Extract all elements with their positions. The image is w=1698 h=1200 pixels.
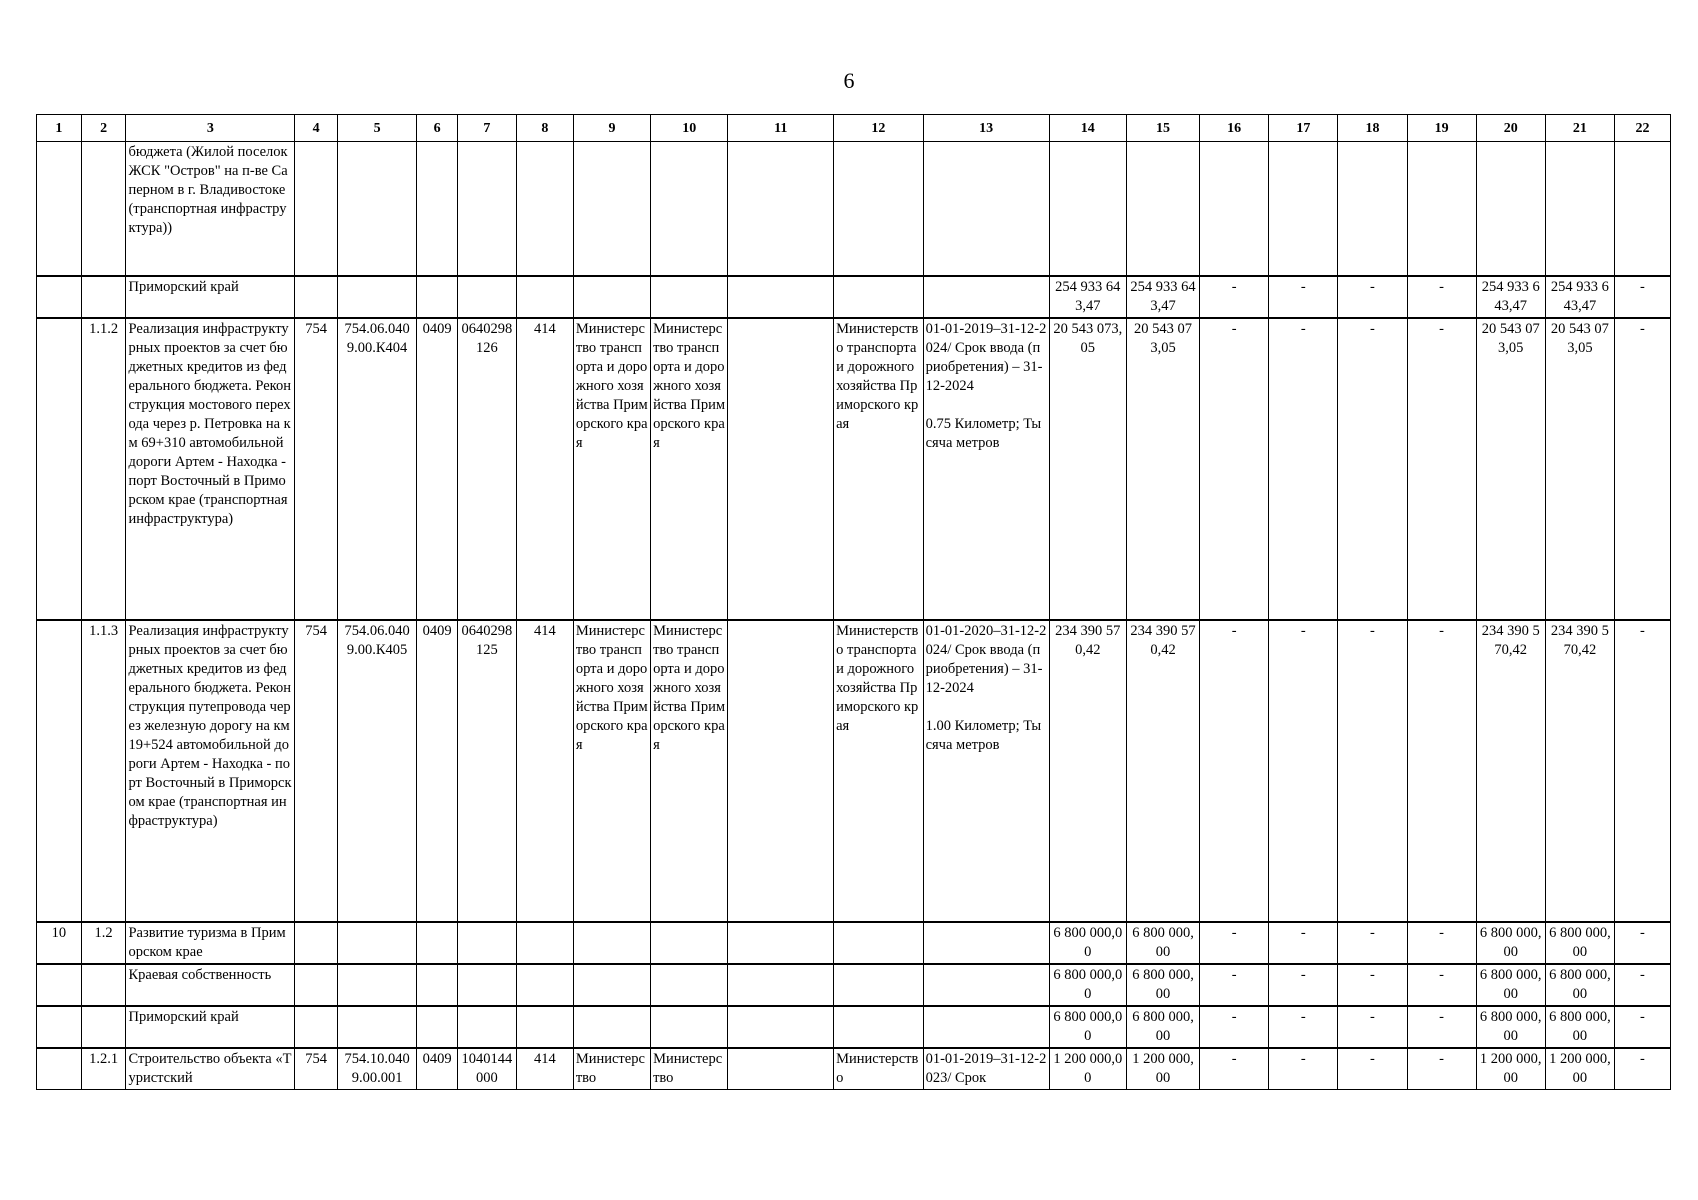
cell-col-10	[651, 964, 728, 1006]
cell-col-8: 414	[516, 1048, 573, 1090]
cell-col-7	[457, 276, 516, 318]
cell-col-9	[573, 1006, 650, 1048]
cell-col-7	[457, 964, 516, 1006]
table-row-r-pk1	[37, 276, 1671, 318]
cell-col-1	[37, 142, 82, 276]
cell-col-6: 0409	[417, 1048, 458, 1090]
cell-col-9: Министерство	[573, 1048, 650, 1090]
cell-col-13	[923, 142, 1049, 276]
cell-col-14: 6 800 000,00	[1049, 964, 1126, 1006]
cell-col-22: -	[1614, 1048, 1670, 1090]
cell-col-8	[516, 276, 573, 318]
cell-col-3: Реализация инфраструктурных проектов за счет бюджетных кредитов из федерального бюджета. Реконструкция путепровода через железную дорогу на км 19+524 автомобильной дороги Артем - Находка - порт Восточный в Приморском крае (транспортная инфраструктура)	[126, 620, 295, 922]
cell-col-5: 754.06.0409.00.К405	[337, 620, 416, 922]
column-header-1: 1	[37, 115, 82, 142]
cell-col-22	[1614, 142, 1670, 276]
cell-col-2	[81, 964, 126, 1006]
cell-col-19: -	[1407, 922, 1476, 964]
column-header-17: 17	[1269, 115, 1338, 142]
cell-col-17: -	[1269, 620, 1338, 922]
cell-col-8: 414	[516, 318, 573, 620]
cell-col-12	[834, 922, 923, 964]
cell-col-22: -	[1614, 1006, 1670, 1048]
cell-col-4	[295, 276, 338, 318]
cell-col-19: -	[1407, 1048, 1476, 1090]
cell-col-3: Строительство объекта «Туристский	[126, 1048, 295, 1090]
table-row-r-cont	[37, 142, 1671, 276]
cell-col-2	[81, 276, 126, 318]
cell-col-10: Министерство транспорта и дорожного хозяйства Приморского края	[651, 318, 728, 620]
column-header-16: 16	[1200, 115, 1269, 142]
cell-col-15	[1126, 142, 1199, 276]
cell-col-21: 6 800 000,00	[1545, 964, 1614, 1006]
cell-col-13	[923, 964, 1049, 1006]
cell-col-15: 234 390 570,42	[1126, 620, 1199, 922]
cell-col-22: -	[1614, 922, 1670, 964]
cell-col-2: 1.1.2	[81, 318, 126, 620]
cell-col-3: Развитие туризма в Приморском крае	[126, 922, 295, 964]
cell-col-8	[516, 922, 573, 964]
cell-col-3: Приморский край	[126, 1006, 295, 1048]
column-header-7: 7	[457, 115, 516, 142]
cell-col-16: -	[1200, 620, 1269, 922]
cell-col-11	[728, 620, 834, 922]
cell-col-12: Министерство	[834, 1048, 923, 1090]
cell-col-12	[834, 964, 923, 1006]
cell-col-1: 10	[37, 922, 82, 964]
cell-col-20: 20 543 073,05	[1476, 318, 1545, 620]
cell-col-8	[516, 142, 573, 276]
cell-col-14: 20 543 073,05	[1049, 318, 1126, 620]
cell-col-16	[1200, 142, 1269, 276]
cell-col-7: 1040144000	[457, 1048, 516, 1090]
cell-col-6: 0409	[417, 620, 458, 922]
column-header-12: 12	[834, 115, 923, 142]
cell-col-7: 0640298126	[457, 318, 516, 620]
cell-col-1	[37, 620, 82, 922]
column-header-4: 4	[295, 115, 338, 142]
page-number: 6	[843, 68, 855, 93]
cell-col-1	[37, 1048, 82, 1090]
cell-col-22: -	[1614, 318, 1670, 620]
cell-col-20: 254 933 643,47	[1476, 276, 1545, 318]
cell-col-4: 754	[295, 318, 338, 620]
cell-col-3: Реализация инфраструктурных проектов за счет бюджетных кредитов из федерального бюджета. Реконструкция мостового перехода через р. Петровка на км 69+310 автомобильной дороги Артем - Находка - порт Восточный в Приморском крае (транспортная инфраструктура)	[126, 318, 295, 620]
cell-col-8: 414	[516, 620, 573, 922]
cell-col-5	[337, 922, 416, 964]
cell-col-2: 1.1.3	[81, 620, 126, 922]
header-row	[37, 115, 1671, 142]
column-header-9: 9	[573, 115, 650, 142]
cell-col-14: 6 800 000,00	[1049, 1006, 1126, 1048]
cell-col-1	[37, 964, 82, 1006]
cell-col-17: -	[1269, 922, 1338, 964]
cell-col-13	[923, 276, 1049, 318]
column-header-19: 19	[1407, 115, 1476, 142]
cell-col-18: -	[1338, 964, 1407, 1006]
table-row-r-12	[37, 922, 1671, 964]
cell-col-14: 6 800 000,00	[1049, 922, 1126, 964]
cell-col-3: Краевая собственность	[126, 964, 295, 1006]
cell-col-21: 254 933 643,47	[1545, 276, 1614, 318]
cell-col-9	[573, 276, 650, 318]
cell-col-17	[1269, 142, 1338, 276]
cell-col-21: 20 543 073,05	[1545, 318, 1614, 620]
cell-col-15: 6 800 000,00	[1126, 922, 1199, 964]
cell-col-19: -	[1407, 964, 1476, 1006]
cell-col-12: Министерство транспорта и дорожного хозяйства Приморского края	[834, 620, 923, 922]
column-header-8: 8	[516, 115, 573, 142]
cell-col-22: -	[1614, 620, 1670, 922]
cell-col-5	[337, 1006, 416, 1048]
cell-col-9	[573, 964, 650, 1006]
cell-col-2	[81, 142, 126, 276]
cell-col-19: -	[1407, 1006, 1476, 1048]
cell-col-11	[728, 922, 834, 964]
cell-col-15: 6 800 000,00	[1126, 964, 1199, 1006]
cell-col-12	[834, 276, 923, 318]
cell-col-13: 01-01-2020–31-12-2024/ Срок ввода (приобретения) – 31-12-2024 1.00 Километр; Тысяча метров	[923, 620, 1049, 922]
cell-col-15: 6 800 000,00	[1126, 1006, 1199, 1048]
cell-col-16: -	[1200, 964, 1269, 1006]
cell-col-13: 01-01-2019–31-12-2024/ Срок ввода (приобретения) – 31-12-2024 0.75 Километр; Тысяча метров	[923, 318, 1049, 620]
cell-col-18: -	[1338, 1048, 1407, 1090]
cell-col-4	[295, 1006, 338, 1048]
cell-col-20: 6 800 000,00	[1476, 964, 1545, 1006]
cell-col-21: 6 800 000,00	[1545, 922, 1614, 964]
column-header-21: 21	[1545, 115, 1614, 142]
cell-col-10	[651, 922, 728, 964]
cell-col-16: -	[1200, 276, 1269, 318]
cell-col-21: 6 800 000,00	[1545, 1006, 1614, 1048]
column-header-15: 15	[1126, 115, 1199, 142]
column-header-20: 20	[1476, 115, 1545, 142]
cell-col-6: 0409	[417, 318, 458, 620]
cell-col-20: 6 800 000,00	[1476, 922, 1545, 964]
cell-col-8	[516, 964, 573, 1006]
cell-col-12	[834, 1006, 923, 1048]
column-header-3: 3	[126, 115, 295, 142]
table-row-r-121	[37, 1048, 1671, 1090]
cell-col-11	[728, 1006, 834, 1048]
cell-col-10	[651, 142, 728, 276]
cell-col-21: 234 390 570,42	[1545, 620, 1614, 922]
cell-col-2: 1.2.1	[81, 1048, 126, 1090]
cell-col-4	[295, 964, 338, 1006]
cell-col-7: 0640298125	[457, 620, 516, 922]
cell-col-7	[457, 1006, 516, 1048]
column-header-22: 22	[1614, 115, 1670, 142]
cell-col-5	[337, 142, 416, 276]
cell-col-21: 1 200 000,00	[1545, 1048, 1614, 1090]
cell-col-15: 20 543 073,05	[1126, 318, 1199, 620]
cell-col-14: 234 390 570,42	[1049, 620, 1126, 922]
cell-col-5	[337, 964, 416, 1006]
cell-col-19	[1407, 142, 1476, 276]
cell-col-1	[37, 318, 82, 620]
table-row-r-pk2	[37, 1006, 1671, 1048]
cell-col-6	[417, 276, 458, 318]
column-header-2: 2	[81, 115, 126, 142]
cell-col-10: Министерство	[651, 1048, 728, 1090]
cell-col-11	[728, 964, 834, 1006]
cell-col-5: 754.10.0409.00.001	[337, 1048, 416, 1090]
cell-col-16: -	[1200, 922, 1269, 964]
cell-col-9: Министерство транспорта и дорожного хозяйства Приморского края	[573, 318, 650, 620]
program-table	[36, 114, 1671, 1090]
cell-col-9: Министерство транспорта и дорожного хозяйства Приморского края	[573, 620, 650, 922]
cell-col-4	[295, 922, 338, 964]
cell-col-15: 254 933 643,47	[1126, 276, 1199, 318]
cell-col-18: -	[1338, 1006, 1407, 1048]
cell-col-10	[651, 1006, 728, 1048]
cell-col-14	[1049, 142, 1126, 276]
cell-col-22: -	[1614, 276, 1670, 318]
column-header-18: 18	[1338, 115, 1407, 142]
cell-col-11	[728, 1048, 834, 1090]
cell-col-19: -	[1407, 276, 1476, 318]
table-row-r-113	[37, 620, 1671, 922]
column-header-10: 10	[651, 115, 728, 142]
cell-col-14: 1 200 000,00	[1049, 1048, 1126, 1090]
cell-col-1	[37, 1006, 82, 1048]
column-header-13: 13	[923, 115, 1049, 142]
cell-col-18: -	[1338, 276, 1407, 318]
cell-col-2	[81, 1006, 126, 1048]
cell-col-11	[728, 276, 834, 318]
cell-col-6	[417, 142, 458, 276]
cell-col-17: -	[1269, 318, 1338, 620]
cell-col-3: бюджета (Жилой поселок ЖСК "Остров" на п-ве Саперном в г. Владивостоке (транспортная инфраструктура))	[126, 142, 295, 276]
column-header-11: 11	[728, 115, 834, 142]
cell-col-10	[651, 276, 728, 318]
column-header-5: 5	[337, 115, 416, 142]
cell-col-6	[417, 1006, 458, 1048]
cell-col-20	[1476, 142, 1545, 276]
column-header-6: 6	[417, 115, 458, 142]
cell-col-11	[728, 142, 834, 276]
cell-col-17: -	[1269, 276, 1338, 318]
cell-col-13	[923, 1006, 1049, 1048]
cell-col-18: -	[1338, 620, 1407, 922]
cell-col-6	[417, 964, 458, 1006]
cell-col-10: Министерство транспорта и дорожного хозяйства Приморского края	[651, 620, 728, 922]
cell-col-9	[573, 142, 650, 276]
cell-col-20: 1 200 000,00	[1476, 1048, 1545, 1090]
column-header-14: 14	[1049, 115, 1126, 142]
table-row-r-112	[37, 318, 1671, 620]
cell-col-20: 6 800 000,00	[1476, 1006, 1545, 1048]
cell-col-21	[1545, 142, 1614, 276]
cell-col-13	[923, 922, 1049, 964]
cell-col-18	[1338, 142, 1407, 276]
table-row-r-kr	[37, 964, 1671, 1006]
cell-col-3: Приморский край	[126, 276, 295, 318]
cell-col-14: 254 933 643,47	[1049, 276, 1126, 318]
cell-col-5: 754.06.0409.00.К404	[337, 318, 416, 620]
cell-col-4	[295, 142, 338, 276]
cell-col-17: -	[1269, 964, 1338, 1006]
cell-col-12	[834, 142, 923, 276]
cell-col-20: 234 390 570,42	[1476, 620, 1545, 922]
cell-col-22: -	[1614, 964, 1670, 1006]
cell-col-16: -	[1200, 1006, 1269, 1048]
cell-col-15: 1 200 000,00	[1126, 1048, 1199, 1090]
cell-col-13: 01-01-2019–31-12-2023/ Срок	[923, 1048, 1049, 1090]
cell-col-19: -	[1407, 318, 1476, 620]
cell-col-11	[728, 318, 834, 620]
cell-col-9	[573, 922, 650, 964]
cell-col-19: -	[1407, 620, 1476, 922]
cell-col-5	[337, 276, 416, 318]
cell-col-17: -	[1269, 1006, 1338, 1048]
cell-col-17: -	[1269, 1048, 1338, 1090]
cell-col-2: 1.2	[81, 922, 126, 964]
cell-col-8	[516, 1006, 573, 1048]
cell-col-12: Министерство транспорта и дорожного хозяйства Приморского края	[834, 318, 923, 620]
cell-col-6	[417, 922, 458, 964]
cell-col-18: -	[1338, 318, 1407, 620]
cell-col-1	[37, 276, 82, 318]
cell-col-7	[457, 142, 516, 276]
cell-col-16: -	[1200, 318, 1269, 620]
cell-col-16: -	[1200, 1048, 1269, 1090]
cell-col-4: 754	[295, 1048, 338, 1090]
cell-col-7	[457, 922, 516, 964]
cell-col-18: -	[1338, 922, 1407, 964]
cell-col-4: 754	[295, 620, 338, 922]
